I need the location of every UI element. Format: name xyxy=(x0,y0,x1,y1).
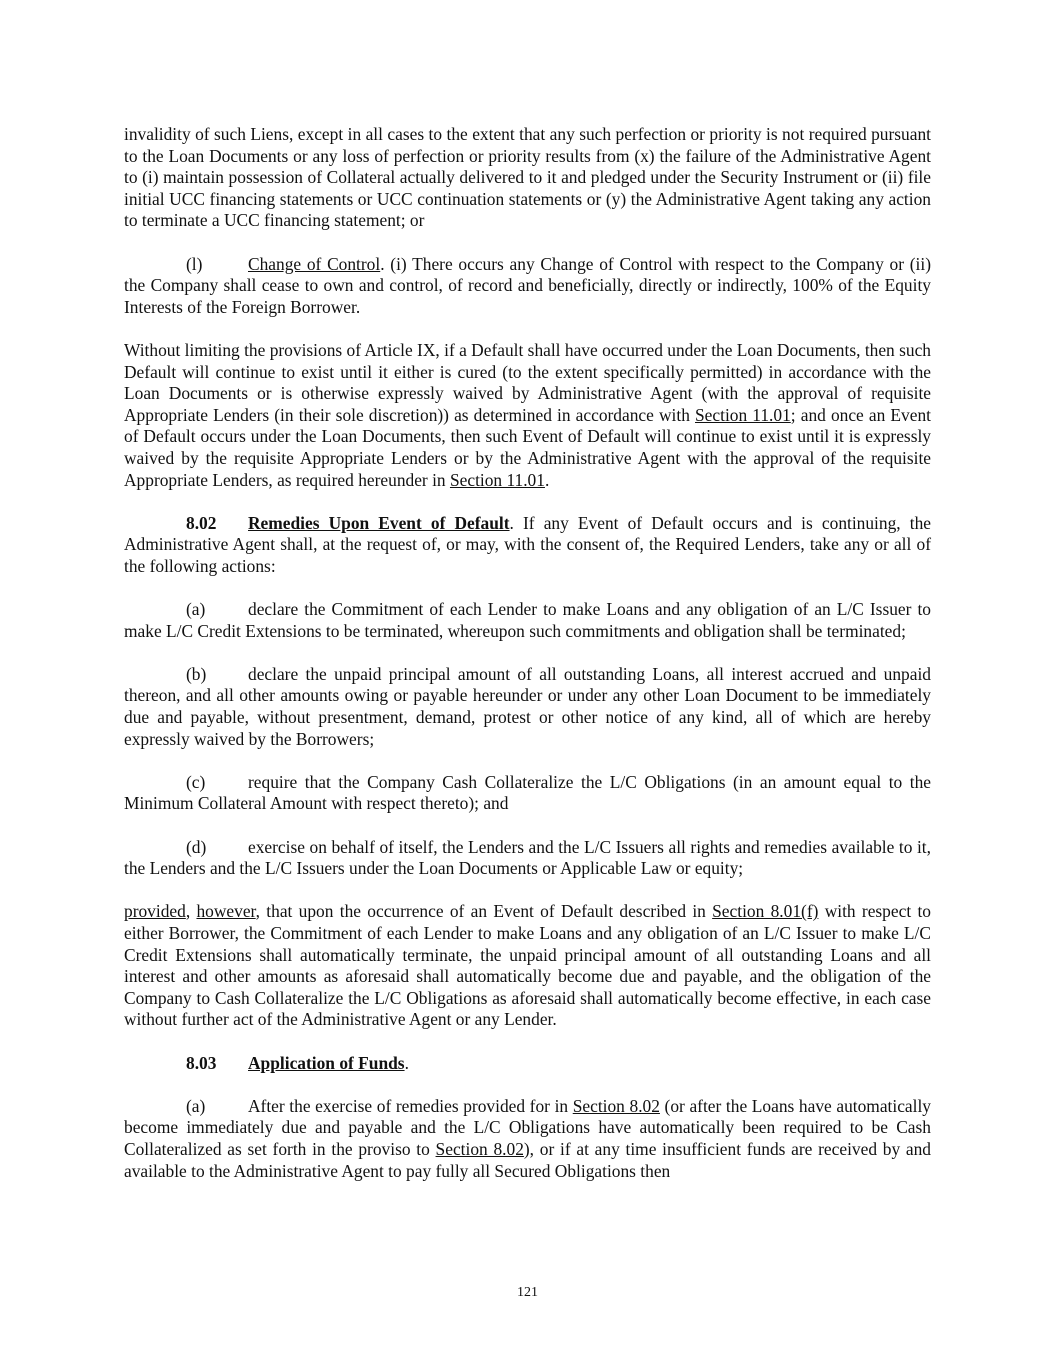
paragraph-text: . xyxy=(544,469,550,490)
item-text: require that the Company Cash Collateralize the L/C Obligations (in an amount equal to the Minimum Collateral Amount with respect thereto); and xyxy=(124,771,931,814)
without-limiting-paragraph xyxy=(124,340,931,491)
section-8-03 xyxy=(124,1053,931,1075)
paragraph-text: ; and once an Event of Default occurs under the Loan Documents, then such Event of Default will continue to exist until it is expressly waived by the requisite Appropriate Lenders or by the Administrative Agent with the approval of the requisite Appropriate Lenders, as required hereunder in xyxy=(124,404,931,490)
item-text: ), or if at any time insufficient funds are received by and available to the Administrative Agent to pay fully all Secured Obligations then xyxy=(124,1138,931,1181)
section-reference: Section 8.01(f) xyxy=(712,901,819,922)
item-label: (a) xyxy=(186,1095,206,1116)
page-number: 121 xyxy=(517,1285,538,1300)
clause-l-change-of-control xyxy=(124,254,931,319)
proviso-term: however xyxy=(196,901,256,922)
section-reference: Section 11.01 xyxy=(695,404,791,425)
section-reference: Section 11.01 xyxy=(449,469,545,490)
section-heading: Application of Funds xyxy=(248,1052,405,1073)
item-text: (or after the Loans have automatically become immediately due and payable and the L/C Obligations have automatically been required to be Cash Collateralized as set forth in the proviso to xyxy=(124,1095,931,1159)
continuation-paragraph: invalidity of such Liens, except in all cases to the extent that any such perfection or priority is not required pursuant to the Loan Documents or any loss of perfection or priority results from (x) the failure of the Administrative Agent to (i) maintain possession of Collateral actually delivered to it and pledged under the Security Instrument or (ii) file initial UCC financing statements or UCC continuation statements or (y) the Administrative Agent taking any action to terminate a UCC financing statement; or xyxy=(124,124,931,231)
remedy-item-c xyxy=(124,772,931,815)
item-label: (d) xyxy=(186,836,207,857)
item-text: After the exercise of remedies provided for in xyxy=(248,1095,573,1116)
paragraph-text: , xyxy=(185,901,197,922)
section-number: 8.03 xyxy=(186,1052,217,1073)
item-text: declare the unpaid principal amount of all outstanding Loans, all interest accrued and unpaid thereon, and all other amounts owing or payable hereunder or under any other Loan Document to be immediately due and payable, without presentment, demand, protest or other notice of any kind, all of which are hereby expressly waived by the Borrowers; xyxy=(124,663,931,749)
proviso-paragraph xyxy=(124,901,931,1031)
item-text: declare the Commitment of each Lender to make Loans and any obligation of an L/C Issuer to make L/C Credit Extensions to be terminated, whereupon such commitments and obligation shall be terminated; xyxy=(124,599,931,641)
remedy-item-b xyxy=(124,664,931,750)
paragraph-text: with respect to either Borrower, the Commitment of each Lender to make Loans and any obligation of an L/C Issuer to make L/C Credit Extensions shall automatically terminate, the unpaid principal amount of all outstanding Loans and all interest and other amounts as aforesaid shall automatically become due and payable, and the obligation of the Company to Cash Collateralize the L/C Obligations as aforesaid shall automatically become effective, in each case without further act of the Administrative Agent or any Lender. xyxy=(124,901,931,1030)
paragraph-text: , that upon the occurrence of an Event of Default described in xyxy=(255,901,713,922)
clause-text: . (i) There occurs any Change of Control with respect to the Company or (ii) the Company shall cease to own and control, of record and beneficially, directly or indirectly, 100% of the Equity Interests of the Foreign Borrower. xyxy=(124,253,931,317)
section-reference: Section 8.02 xyxy=(572,1095,660,1116)
paragraph-text: . xyxy=(404,1052,409,1073)
clause-title: Change of Control xyxy=(248,253,381,274)
proviso-term: provided xyxy=(124,901,186,922)
section-8-02 xyxy=(124,513,931,578)
document-page xyxy=(124,124,931,1204)
section-text: . If any Event of Default occurs and is continuing, the Administrative Agent shall, at the request of, or may, with the consent of, the Required Lenders, take any or all of the following actions: xyxy=(124,512,931,576)
section-number: 8.02 xyxy=(186,512,217,533)
remedy-item-d xyxy=(124,837,931,880)
item-label: (c) xyxy=(186,771,206,792)
application-item-a xyxy=(124,1096,931,1182)
remedy-item-a xyxy=(124,599,931,642)
section-heading: Remedies Upon Event of Default xyxy=(248,512,510,533)
item-label: (a) xyxy=(186,599,206,620)
clause-label: (l) xyxy=(186,253,203,274)
item-text: exercise on behalf of itself, the Lenders and the L/C Issuers all rights and remedies available to it, the Lenders and the L/C Issuers under the Loan Documents or Applicable Law or equity; xyxy=(124,836,931,879)
section-reference: Section 8.02 xyxy=(435,1138,524,1159)
paragraph-text: Without limiting the provisions of Article IX, if a Default shall have occurred under the Loan Documents, then such Default will continue to exist until it either is cured (to the extent specifically permitted) in accordance with the Loan Documents or is otherwise expressly waived by Administrative Agent (with the approval of requisite Appropriate Lenders (in their sole discretion)) as determined in accordance with xyxy=(124,339,931,425)
item-label: (b) xyxy=(186,663,207,684)
